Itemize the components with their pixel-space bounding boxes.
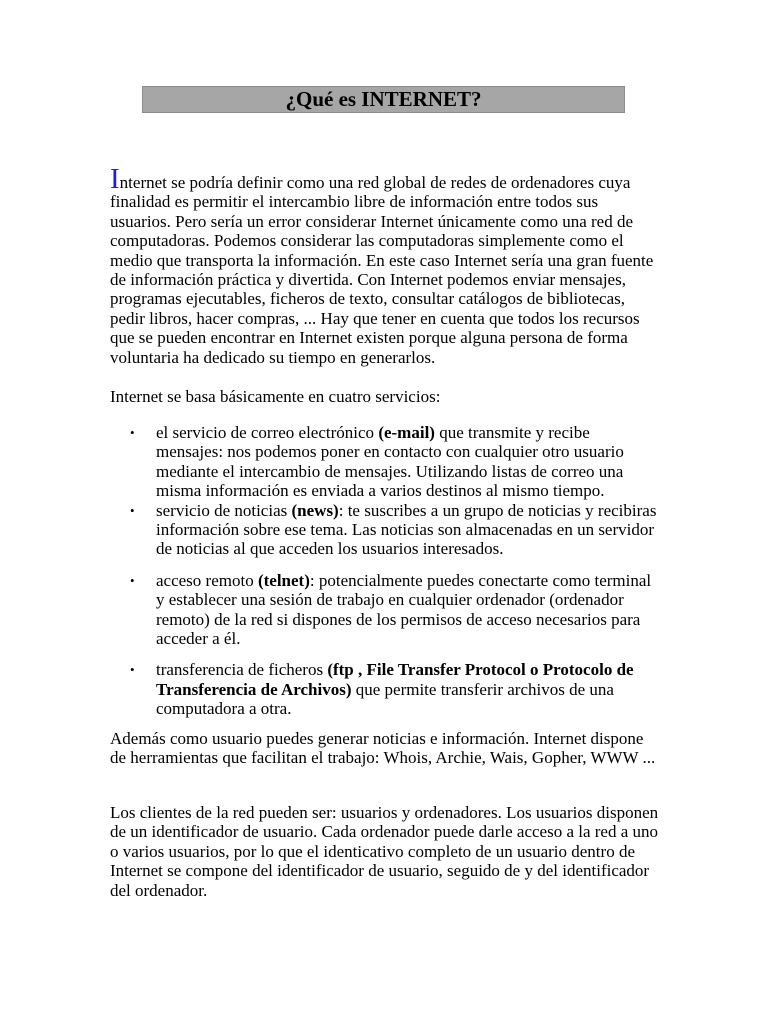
services-lead-paragraph: Internet se basa básicamente en cuatro servicios:	[110, 387, 441, 406]
service-keyword: (ftp , File Transfer Protocol o Protocolo de Transferencia de Archivos)	[156, 660, 634, 699]
service-text: acceso remoto	[156, 570, 258, 590]
service-text: servicio de noticias	[156, 500, 292, 520]
bullet-icon: •	[130, 425, 135, 440]
list-item	[110, 501, 660, 559]
service-text: : potencialmente puedes conectarte como terminal y establecer una sesión de trabajo en cualquier ordenador (ordenador remoto) de la red si dispones de los permisos de acceso necesarios para acceder a él.	[156, 570, 652, 649]
list-item	[110, 423, 660, 501]
dropcap-letter: I	[110, 163, 120, 195]
bullet-icon: •	[130, 662, 135, 678]
list-item	[110, 571, 660, 649]
page-title: ¿Qué es INTERNET?	[142, 86, 625, 113]
service-text: que transmite y recibe mensajes: nos podemos poner en contacto con cualquier otro usuario mediante el intercambio de mensajes. Utilizando listas de correo una misma información es enviada a varios destinos al mismo tiempo.	[156, 423, 624, 501]
tools-paragraph: Además como usuario puedes generar noticias e información. Internet dispone de herramientas que facilitan el trabajo: Whois, Archie, Wais, Gopher, WWW ...	[110, 729, 656, 768]
clients-paragraph: Los clientes de la red pueden ser: usuarios y ordenadores. Los usuarios disponen de un identificador de usuario. Cada ordenador puede darle acceso a la red a uno o varios usuarios, por lo que el identicativo completo de un usuario dentro de Internet se compone del identificador de usuario, seguido de y del identificador del ordenador.	[110, 803, 659, 900]
bullet-icon: •	[130, 502, 135, 518]
service-keyword: (news)	[291, 500, 339, 520]
service-text: transferencia de ficheros	[156, 660, 328, 680]
list-item	[110, 660, 660, 718]
service-keyword: (e-mail)	[378, 423, 435, 442]
intro-paragraph	[110, 163, 660, 367]
intro-text: nternet se podría definir como una red global de redes de ordenadores cuya finalidad es permitir el intercambio libre de información entre todos sus usuarios. Pero sería un error considerar Internet únicamente como una red de computadoras. Podemos considerar las computadoras simplemente como el medio que transporta la información. En este caso Internet sería una gran fuente de información práctica y divertida. Con Internet podemos enviar mensajes, programas ejecutables, ficheros de texto, consultar catálogos de bibliotecas, pedir libros, hacer compras, ... Hay que tener en cuenta que todos los recursos que se pueden encontrar en Internet existen porque alguna persona de forma voluntaria ha dedicado su tiempo en generarlos.	[110, 173, 654, 367]
service-text: : te suscribes a un grupo de noticias y recibiras información sobre ese tema. Las noticias son almacenadas en un servidor de noticias al que acceden los usuarios interesados.	[156, 500, 657, 559]
service-keyword: (telnet)	[257, 570, 310, 590]
services-list	[110, 423, 660, 719]
bullet-icon: •	[130, 572, 135, 588]
service-text: que permite transferir archivos de una computadora a otra.	[156, 679, 614, 719]
service-text: el servicio de correo electrónico	[156, 423, 379, 442]
